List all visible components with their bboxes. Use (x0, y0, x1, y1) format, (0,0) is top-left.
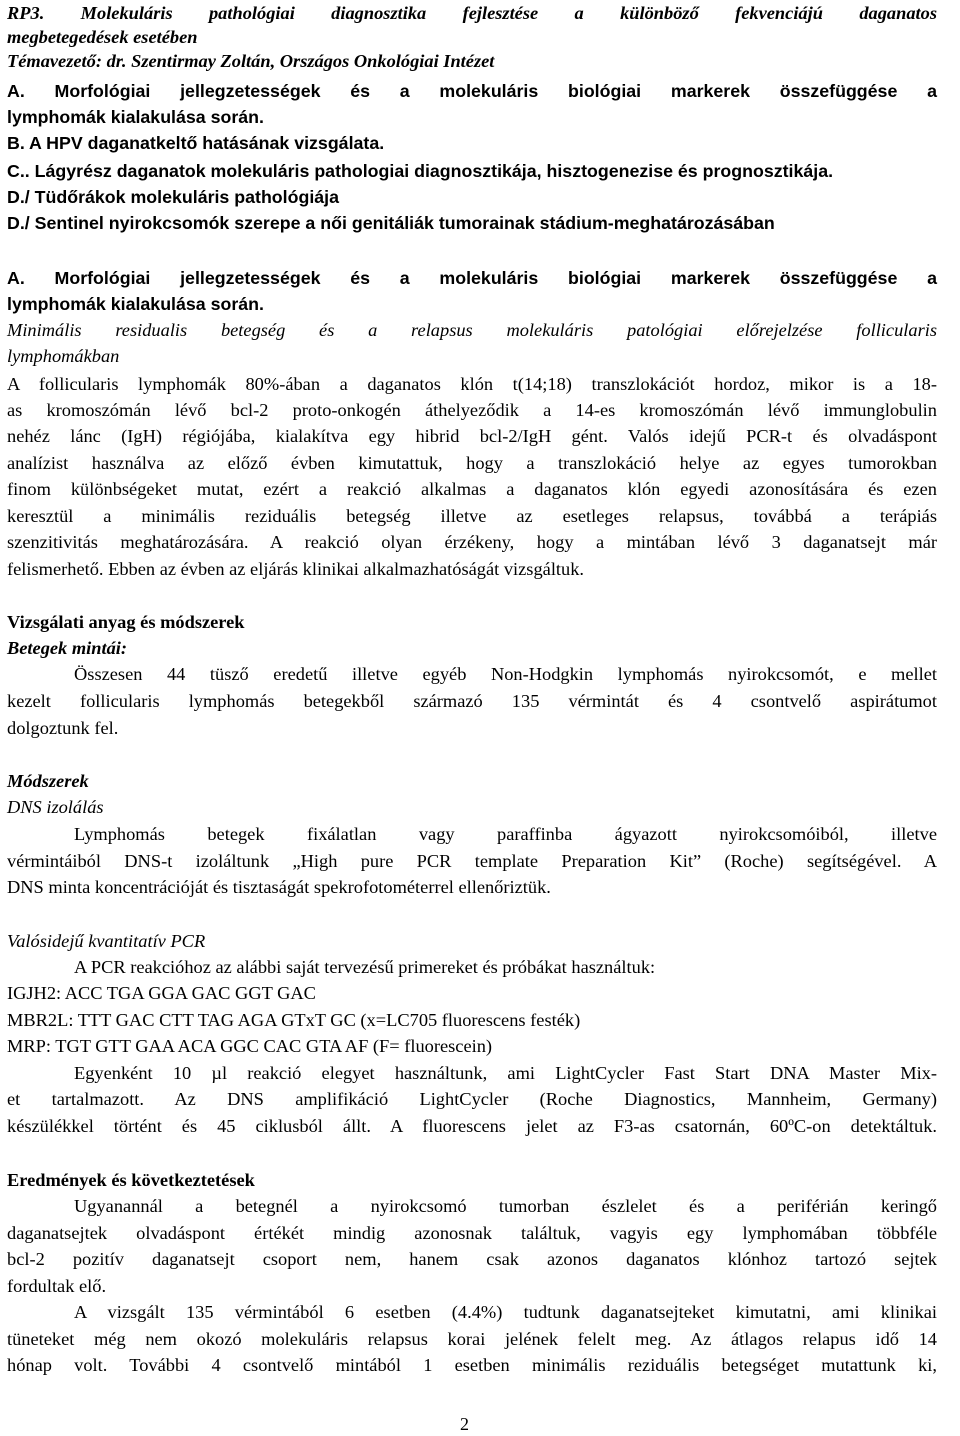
topic-d2: D./ Sentinel nyirokcsomók szerepe a női genitáliák tumorainak stádium-meghatározásában (7, 213, 775, 233)
paragraph-line: kezelt follicularis lymphomás betegekből származó 135 vérmintát és 4 csontvelő aspirátumot (7, 691, 937, 711)
paragraph-line: fordultak elő. (7, 1276, 107, 1296)
topic-b: B. A HPV daganatkeltő hatásának vizsgálata. (7, 133, 385, 153)
paragraph-line: hónap volt. További 4 csontvelő mintából 1 esetben minimális reziduális betegséget mutattunk ki, (7, 1355, 937, 1375)
paragraph-line: et tartalmazott. Az DNS amplifikáció LightCycler (Roche Diagnostics, Mannheim, Germany) (7, 1089, 937, 1109)
paragraph-line: felismerhető. Ebben az évben az eljárás klinikai alkalmazhatóságát vizsgáltuk. (7, 559, 585, 579)
report-title-line-1: RP3. Molekuláris pathológiai diagnosztika fejlesztése a különböző fekvenciájú daganatos (7, 3, 937, 23)
pcr-intro: A PCR reakcióhoz az alábbi saját tervezésű primereket és próbákat használtuk: (74, 957, 656, 977)
methods-subheading: Módszerek (7, 771, 89, 791)
paragraph-line: Lymphomás betegek fixálatlan vagy paraffinba ágyazott nyirokcsomóiból, illetve (74, 824, 937, 844)
page-number: 2 (460, 1414, 469, 1434)
section-a-heading-line-1: A. Morfológiai jellegzetességek és a molekuláris biológiai markerek összefüggése a (7, 268, 937, 288)
samples-heading: Betegek mintái: (7, 638, 128, 658)
paragraph-line: vérmintáiból DNS-t izoláltunk „High pure PCR template Preparation Kit” (Roche) segítségével. A (7, 851, 937, 871)
paragraph-line: Összesen 44 tüsző eredetű illetve egyéb Non-Hodgkin lymphomás nyirokcsomót, e mellet (74, 664, 937, 684)
primer-line: MBR2L: TTT GAC CTT TAG AGA GTxT GC (x=LC705 fluorescens festék) (7, 1010, 581, 1030)
topic-c: C.. Lágyrész daganatok molekuláris pathologiai diagnosztikája, hisztogenezise és prognosztikája. (7, 161, 834, 181)
results-heading: Eredmények és következtetések (7, 1170, 255, 1190)
section-a-subtitle-line-1: Minimális residualis betegség és a relapsus molekuláris patológiai előrejelzése follicularis (7, 320, 937, 340)
paragraph-line: daganatsejtek olvadáspont értékét mindig azonosnak találtuk, vagyis egy lymphomában többféle (7, 1223, 937, 1243)
report-title-line-2: megbetegedések esetében (7, 27, 198, 47)
paragraph-line: Ugyanannál a betegnél a nyirokcsomó tumorban észlelet és a periférián keringő (74, 1196, 937, 1216)
dna-isolation-heading: DNS izolálás (7, 797, 104, 817)
paragraph-line: tüneteket még nem okozó molekuláris relapsus korai jelének felelt meg. Az átlagos relapus idő 14 (7, 1329, 937, 1349)
topic-d1: D./ Tüdőrákok molekuláris pathológiája (7, 187, 339, 207)
paragraph-line: A vizsgált 135 vérmintából 6 esetben (4.4%) tudtunk daganatsejteket kimutatni, ami klinikai (74, 1302, 937, 1322)
paragraph-line: dolgoztunk fel. (7, 718, 119, 738)
paragraph-line: nehéz lánc (IgH) régiójába, kialakítva egy hibrid bcl-2/IgH gént. Valós idejű PCR-t és olvadáspont (7, 426, 937, 446)
topic-a-line-2: lymphomák kialakulása során. (7, 107, 264, 127)
paragraph-line: keresztül a minimális reziduális betegség illetve az esetleges relapsus, továbbá a terápiás (7, 506, 937, 526)
section-a-subtitle-line-2: lymphomákban (7, 346, 120, 366)
paragraph-line: Egyenként 10 µl reakció elegyet használtunk, ami LightCycler Fast Start DNA Master Mix- (74, 1063, 937, 1083)
primer-line: MRP: TGT GTT GAA ACA GGC CAC GTA AF (F= fluorescein) (7, 1036, 493, 1056)
paragraph-line: analízist használva az előző évben kimutattuk, hogy a transzlokáció helye az egyes tumorokban (7, 453, 937, 473)
paragraph-line: szenzitivitás meghatározására. A reakció olyan érzékeny, hogy a mintában lévő 3 daganatsejt már (7, 532, 937, 552)
paragraph-line: A follicularis lymphomák 80%-ában a daganatos klón t(14;18) transzlokációt hordoz, mikor is a 18- (7, 374, 937, 394)
paragraph-line: as kromoszómán lévő bcl-2 proto-onkogén áthelyeződik a 14-es kromoszómán lévő immunglobulin (7, 400, 937, 420)
paragraph-line: DNS minta koncentrációját és tisztaságát spekrofotométerrel ellenőriztük. (7, 877, 551, 897)
paragraph-line: bcl-2 pozitív daganatsejt csoport nem, hanem csak azonos daganatos klónhoz tartozó sejtek (7, 1249, 937, 1269)
methods-heading: Vizsgálati anyag és módszerek (7, 612, 245, 632)
pcr-heading: Valósidejű kvantitatív PCR (7, 931, 206, 951)
section-a-heading-line-2: lymphomák kialakulása során. (7, 294, 264, 314)
primer-line: IGJH2: ACC TGA GGA GAC GGT GAC (7, 983, 316, 1003)
paragraph-line: finom különbségeket mutat, ezért a reakció alkalmas a daganatos klón egyedi azonosítására és ezen (7, 479, 937, 499)
topic-a-line-1: A. Morfológiai jellegzetességek és a molekuláris biológiai markerek összefüggése a (7, 81, 937, 101)
paragraph-line: készülékkel történt és 45 ciklusból állt. A fluorescens jelet az F3-as csatornán, 60ºC-on detektáltuk. (7, 1116, 937, 1136)
supervisor-line: Témavezető: dr. Szentirmay Zoltán, Országos Onkológiai Intézet (7, 51, 495, 71)
